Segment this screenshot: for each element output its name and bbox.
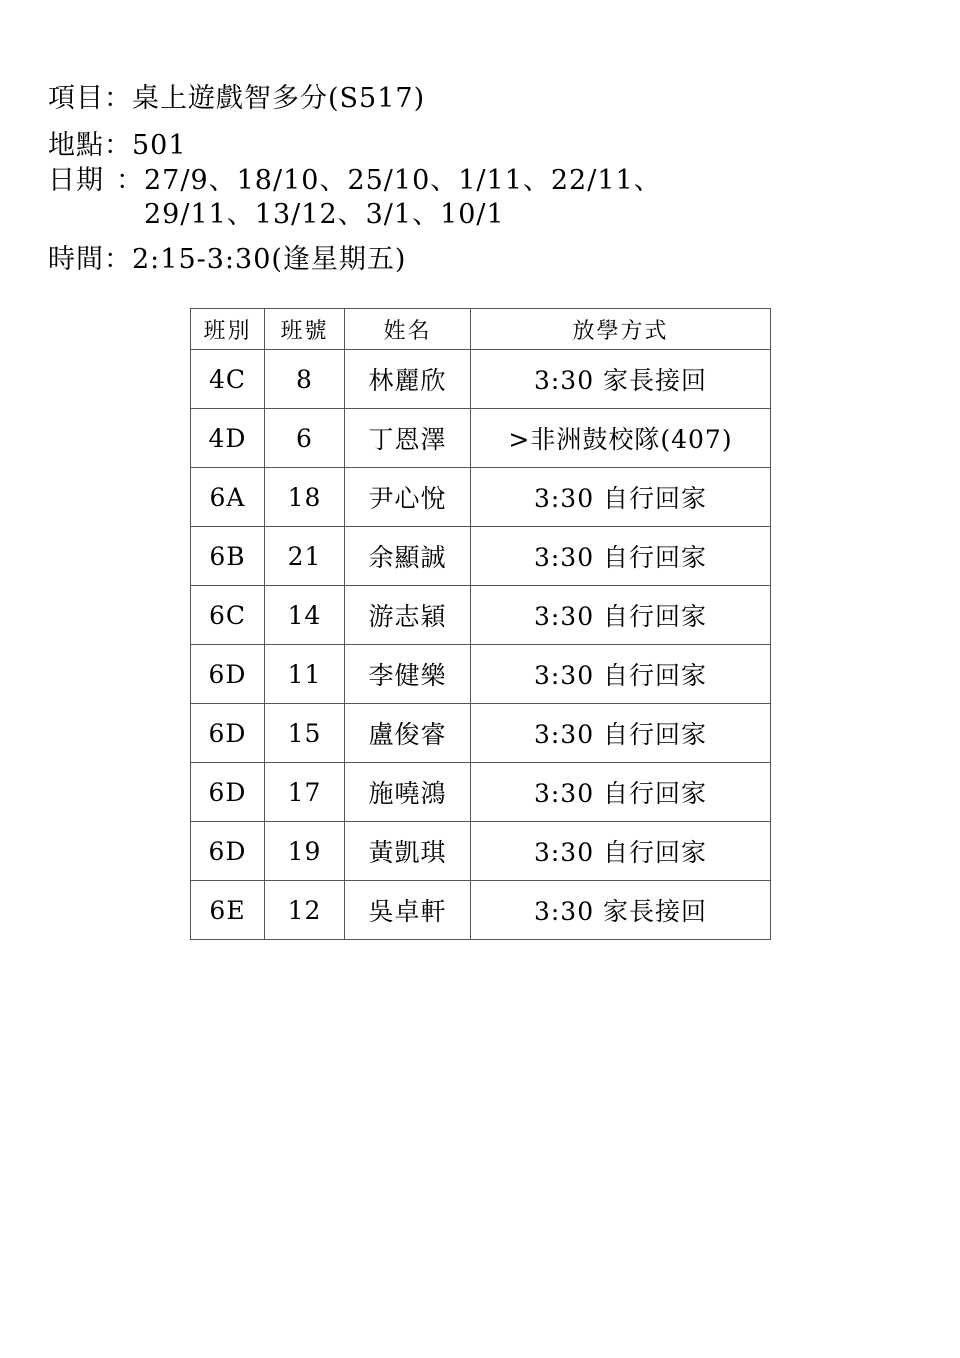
table-row: [191, 645, 771, 704]
cell-name: 施嘵鴻: [345, 763, 471, 822]
time-separator: ：: [104, 244, 132, 275]
header-name: 姓名: [345, 309, 471, 350]
item-separator: ：: [104, 83, 132, 114]
table-row: [191, 586, 771, 645]
cell-class-number: 17: [265, 763, 345, 822]
cell-class: 6A: [191, 468, 265, 527]
cell-class: 6D: [191, 704, 265, 763]
cell-name: 吳卓軒: [345, 881, 471, 940]
cell-name: 李健樂: [345, 645, 471, 704]
student-roster-table: [190, 308, 771, 940]
cell-name: 黃凱琪: [345, 822, 471, 881]
table-row: [191, 350, 771, 409]
cell-class-number: 11: [265, 645, 345, 704]
table-header-row: [191, 309, 771, 350]
date-label: 日期: [48, 165, 104, 196]
date-block: [48, 164, 662, 232]
item-label: 項目: [48, 83, 104, 114]
cell-name: 尹心悅: [345, 468, 471, 527]
table-row: [191, 409, 771, 468]
table-row: [191, 763, 771, 822]
cell-class-number: 12: [265, 881, 345, 940]
location-separator: ：: [104, 130, 132, 161]
cell-class: 4C: [191, 350, 265, 409]
cell-class-number: 15: [265, 704, 345, 763]
cell-dismissal: 3:30 家長接回: [471, 350, 771, 409]
cell-name: 余顯誠: [345, 527, 471, 586]
item-line: [48, 82, 425, 116]
header-class: 班別: [191, 309, 265, 350]
cell-class-number: 18: [265, 468, 345, 527]
table-row: [191, 822, 771, 881]
location-label: 地點: [48, 130, 104, 161]
cell-class-number: 14: [265, 586, 345, 645]
time-value: 2:15-3:30(逢星期五): [132, 244, 407, 275]
location-line: [48, 129, 187, 163]
cell-class-number: 6: [265, 409, 345, 468]
cell-name: 林麗欣: [345, 350, 471, 409]
time-label: 時間: [48, 244, 104, 275]
cell-dismissal: 3:30 自行回家: [471, 822, 771, 881]
cell-dismissal: 3:30 自行回家: [471, 527, 771, 586]
cell-name: 游志穎: [345, 586, 471, 645]
cell-class: 6D: [191, 645, 265, 704]
cell-dismissal: >非洲鼓校隊(407): [471, 409, 771, 468]
item-value: 桌上遊戲智多分(S517): [132, 83, 426, 114]
date-separator: ：: [116, 165, 144, 196]
cell-class: 6D: [191, 822, 265, 881]
cell-class-number: 8: [265, 350, 345, 409]
table-row: [191, 468, 771, 527]
cell-dismissal: 3:30 自行回家: [471, 763, 771, 822]
cell-name: 丁恩澤: [345, 409, 471, 468]
cell-class: 6C: [191, 586, 265, 645]
location-value: 501: [132, 130, 187, 161]
cell-dismissal: 3:30 自行回家: [471, 704, 771, 763]
cell-dismissal: 3:30 自行回家: [471, 586, 771, 645]
header-class-number: 班號: [265, 309, 345, 350]
cell-dismissal: 3:30 自行回家: [471, 468, 771, 527]
cell-class-number: 21: [265, 527, 345, 586]
date-line-2: 29/11、13/12、3/1、10/1: [144, 199, 505, 230]
table-row: [191, 881, 771, 940]
cell-dismissal: 3:30 自行回家: [471, 645, 771, 704]
cell-class: 4D: [191, 409, 265, 468]
cell-class: 6E: [191, 881, 265, 940]
header-dismissal-method: 放學方式: [471, 309, 771, 350]
table-row: [191, 527, 771, 586]
cell-class: 6B: [191, 527, 265, 586]
date-line-1: 27/9、18/10、25/10、1/11、22/11、: [144, 165, 662, 196]
cell-dismissal: 3:30 家長接回: [471, 881, 771, 940]
cell-class: 6D: [191, 763, 265, 822]
time-line: [48, 243, 406, 277]
cell-name: 盧俊睿: [345, 704, 471, 763]
table-row: [191, 704, 771, 763]
cell-class-number: 19: [265, 822, 345, 881]
